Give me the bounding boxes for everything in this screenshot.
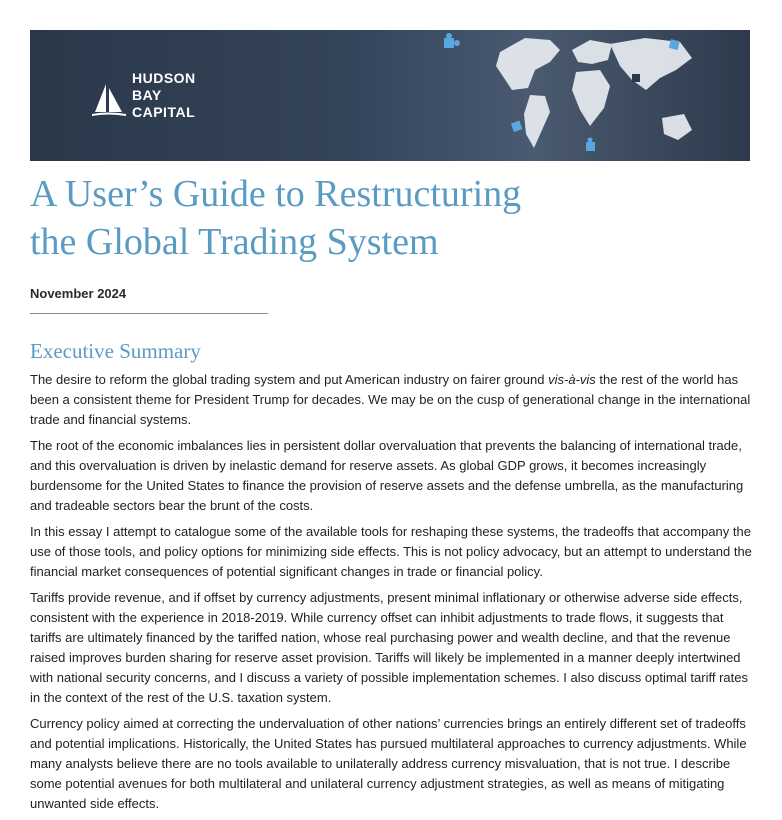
title-line-2: the Global Trading System bbox=[30, 221, 439, 263]
logo-line-3: CAPITAL bbox=[132, 104, 196, 120]
document-title bbox=[30, 170, 750, 266]
paragraph-4: Tariffs provide revenue, and if offset by currency adjustments, present minimal inflationary or otherwise adverse side effects, consistent with the experience in 2018-2019. While currency offset can inhibit adjustments to trade flows, it suggests that tariffs are ultimately financed by the tariffed nation, whose real purchasing power and wealth decline, and that the revenue raised improves burden sharing for reserve asset provision. Tariffs will likely be implemented in a manner deeply intertwined with national security concerns, and I discuss a variety of possible implementation schemes. I also discuss optimal tariff rates in the context of the rest of the U.S. taxation system. bbox=[30, 590, 748, 705]
divider bbox=[30, 313, 268, 314]
section-heading: Executive Summary bbox=[30, 339, 201, 363]
paragraph-3: In this essay I attempt to catalogue some of the available tools for reshaping these systems, the tradeoffs that accompany the use of those tools, and policy options for minimizing side effects. This is not policy advocacy, but an attempt to understand the financial market consequences of potential significant changes in trade or financial policy. bbox=[30, 524, 752, 579]
logo-line-1: HUDSON bbox=[132, 70, 196, 86]
puzzle-world-map-graphic bbox=[400, 30, 750, 161]
paragraph-1 bbox=[30, 370, 752, 430]
sailboat-icon bbox=[92, 82, 128, 118]
logo-line-2: BAY bbox=[132, 87, 162, 103]
paragraph-1-emphasis: vis-à-vis bbox=[548, 372, 596, 387]
logo-wordmark bbox=[132, 70, 196, 121]
title-line-1: A User’s Guide to Restructuring bbox=[30, 173, 522, 215]
paragraph-1-text-b: the rest of the world has been a consistent theme for President Trump for decades. We may be on the cusp of generational change in the international trade and financial systems. bbox=[30, 372, 751, 427]
executive-summary-body bbox=[30, 370, 752, 820]
header-banner bbox=[30, 30, 750, 161]
paragraph-2: The root of the economic imbalances lies in persistent dollar overvaluation that prevents the balancing of international trade, and this overvaluation is driven by inelastic demand for reserve assets. As global GDP grows, it becomes increasingly burdensome for the United States to finance the provision of reserve assets and the defense umbrella, as the manufacturing and tradeable sectors bear the brunt of the costs. bbox=[30, 438, 744, 513]
document-date: November 2024 bbox=[30, 286, 127, 301]
paragraph-1-text-a: The desire to reform the global trading system and put American industry on fairer ground bbox=[30, 372, 549, 387]
paragraph-5: Currency policy aimed at correcting the undervaluation of other nations’ currencies brings an entirely different set of tradeoffs and potential implications. Historically, the United States has pursued multilateral approaches to currency adjustments. While many analysts believe there are no tools available to unilaterally address currency misvaluation, that is not true. I describe some potential avenues for both multilateral and unilateral currency adjustment strategies, as well as means of mitigating unwanted side effects. bbox=[30, 716, 747, 811]
